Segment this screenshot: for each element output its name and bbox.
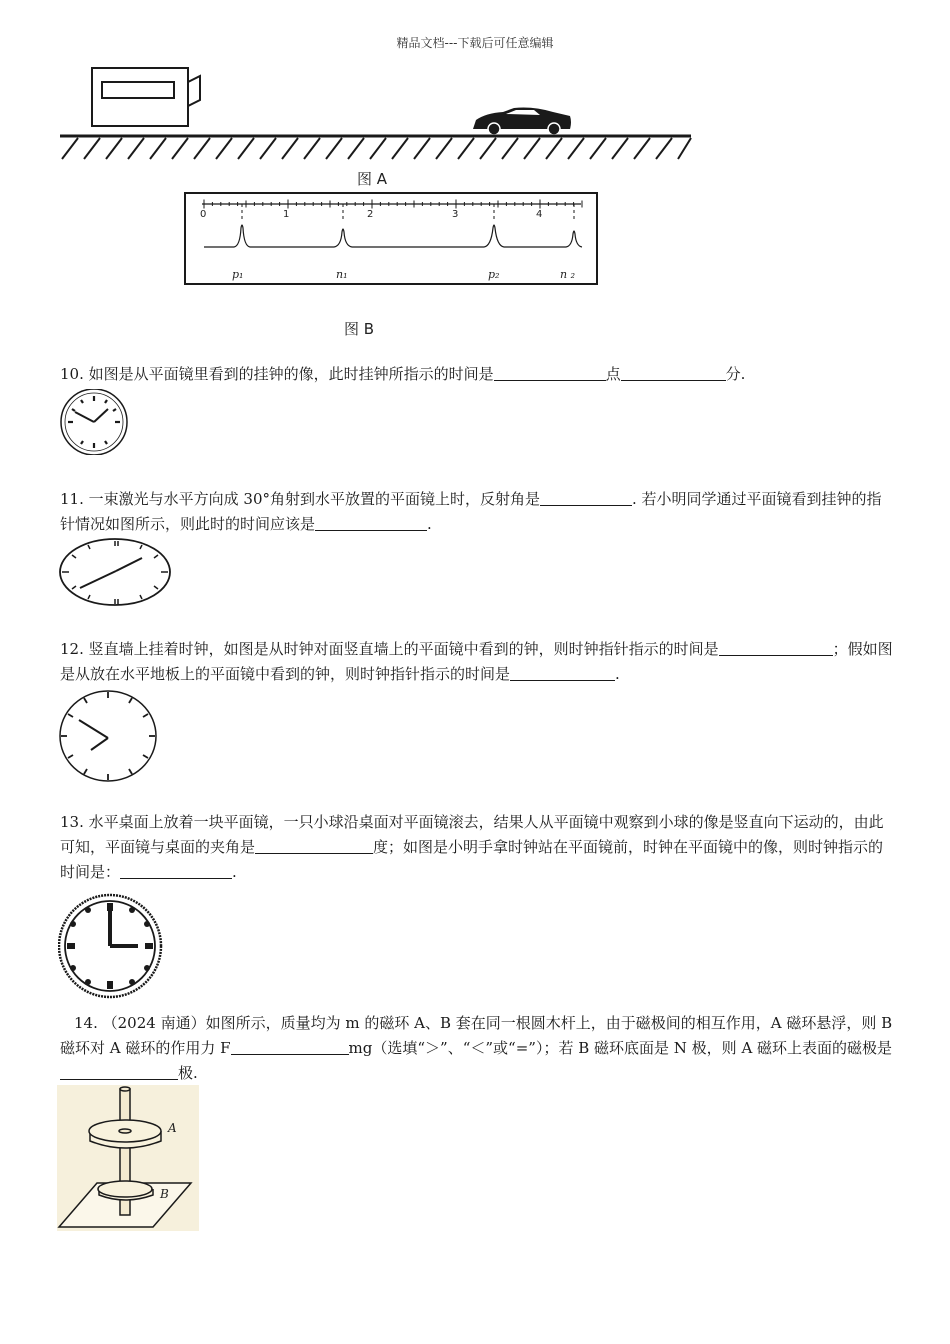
question-text: 如图是从平面镜里看到的挂钟的像，此时挂钟所指示的时间是 bbox=[88, 365, 494, 383]
question-text: 点 bbox=[605, 365, 621, 383]
magnet-label-b: B bbox=[160, 1187, 169, 1201]
answer-blank-time-wall[interactable] bbox=[719, 639, 811, 656]
question-text: ；假如图是从放在水平地板上的平面镜中看到的钟，则时钟指针指示的时间是 bbox=[60, 640, 893, 683]
answer-blank-time[interactable] bbox=[315, 514, 427, 531]
scale-number-2: 2 bbox=[367, 209, 374, 220]
answer-blank-hour[interactable] bbox=[494, 364, 606, 381]
magnet-rings-figure bbox=[57, 1085, 199, 1231]
question-14 bbox=[60, 1011, 895, 1086]
question-number: 14. bbox=[74, 1014, 98, 1032]
clock-figure-q10 bbox=[59, 389, 129, 455]
answer-blank-time[interactable] bbox=[120, 862, 232, 879]
question-text: . bbox=[232, 863, 237, 881]
scale-number-3: 3 bbox=[452, 209, 459, 220]
figure-a-camera-car bbox=[58, 62, 698, 167]
figure-b-caption: 图 B bbox=[344, 320, 375, 338]
scale-number-1: 1 bbox=[283, 209, 290, 220]
answer-blank-time-floor[interactable] bbox=[510, 664, 615, 681]
question-number: 10. bbox=[60, 365, 84, 383]
question-text: . 若小明同学通过平面镜看到挂钟的指针情况如图所示，则此时的时间应该是 bbox=[60, 490, 882, 533]
question-text: 度；如图是小明手拿时钟站在平面镜前，时钟在平面镜中的像，则时钟指示的时间是： bbox=[60, 838, 884, 881]
answer-blank-time-wall-cont[interactable] bbox=[811, 639, 833, 656]
magnet-label-a: A bbox=[168, 1121, 177, 1135]
question-number: 11. bbox=[60, 490, 84, 508]
question-text: . bbox=[615, 665, 620, 683]
clock-figure-q12 bbox=[59, 690, 159, 782]
question-11 bbox=[60, 487, 895, 537]
answer-blank-reflection-angle[interactable] bbox=[540, 489, 632, 506]
speed-camera-icon bbox=[92, 68, 200, 126]
pulse-label-n1: n₁ bbox=[336, 268, 348, 281]
figure-b-scale bbox=[184, 192, 600, 286]
question-text: . bbox=[427, 515, 432, 533]
pulse-label-n2: n ₂ bbox=[560, 268, 575, 281]
pulse-label-p1: p₁ bbox=[232, 268, 244, 281]
magnet-ring-a bbox=[89, 1120, 161, 1148]
question-text: 水平桌面上放着一块平面镜，一只小球沿桌面对平面镜滚去，结果人从平面镜中观察到小球的像是竖直向下运动的，由此可知，平面镜与桌面的夹角是 bbox=[60, 813, 884, 856]
question-13 bbox=[60, 810, 895, 885]
answer-blank-force[interactable] bbox=[231, 1038, 349, 1055]
answer-blank-pole[interactable] bbox=[60, 1063, 178, 1080]
answer-blank-minute[interactable] bbox=[621, 364, 726, 381]
question-text: 竖直墙上挂着时钟，如图是从时钟对面竖直墙上的平面镜中看到的钟，则时钟指针指示的时间是 bbox=[88, 640, 719, 658]
clock-figure-q11 bbox=[58, 537, 172, 607]
question-text: 分. bbox=[725, 365, 746, 383]
question-10 bbox=[60, 362, 895, 387]
clock-figure-q13 bbox=[58, 893, 164, 999]
pulse-label-p2: p₂ bbox=[488, 268, 500, 281]
question-text: mg（选填“＞”、“＜”或“=”）；若 B 磁环底面是 N 极，则 A 磁环上表面的磁极是 bbox=[348, 1039, 893, 1057]
question-number: 13. bbox=[60, 813, 84, 831]
car-icon bbox=[473, 108, 571, 136]
scale-number-4: 4 bbox=[536, 209, 543, 220]
ground-hatching bbox=[60, 136, 691, 159]
question-text: 极. bbox=[178, 1064, 198, 1082]
question-number: 12. bbox=[60, 640, 84, 658]
magnet-ring-b bbox=[98, 1181, 153, 1200]
question-text: （2024 南通）如图所示，质量均为 m 的磁环 A、B 套在同一根圆木杆上，由于磁极间的相互作用，A 磁环悬浮，则 B 磁环对 A 磁环的作用力 F bbox=[60, 1014, 893, 1057]
figure-a-caption: 图 A bbox=[357, 170, 388, 188]
question-12 bbox=[60, 637, 895, 687]
scale-number-0: 0 bbox=[200, 209, 207, 220]
question-text: 一束激光与水平方向成 30°角射到水平放置的平面镜上时，反射角是 bbox=[88, 490, 540, 508]
answer-blank-angle[interactable] bbox=[255, 837, 373, 854]
page-header: 精品文档---下载后可任意编辑 bbox=[396, 36, 554, 50]
